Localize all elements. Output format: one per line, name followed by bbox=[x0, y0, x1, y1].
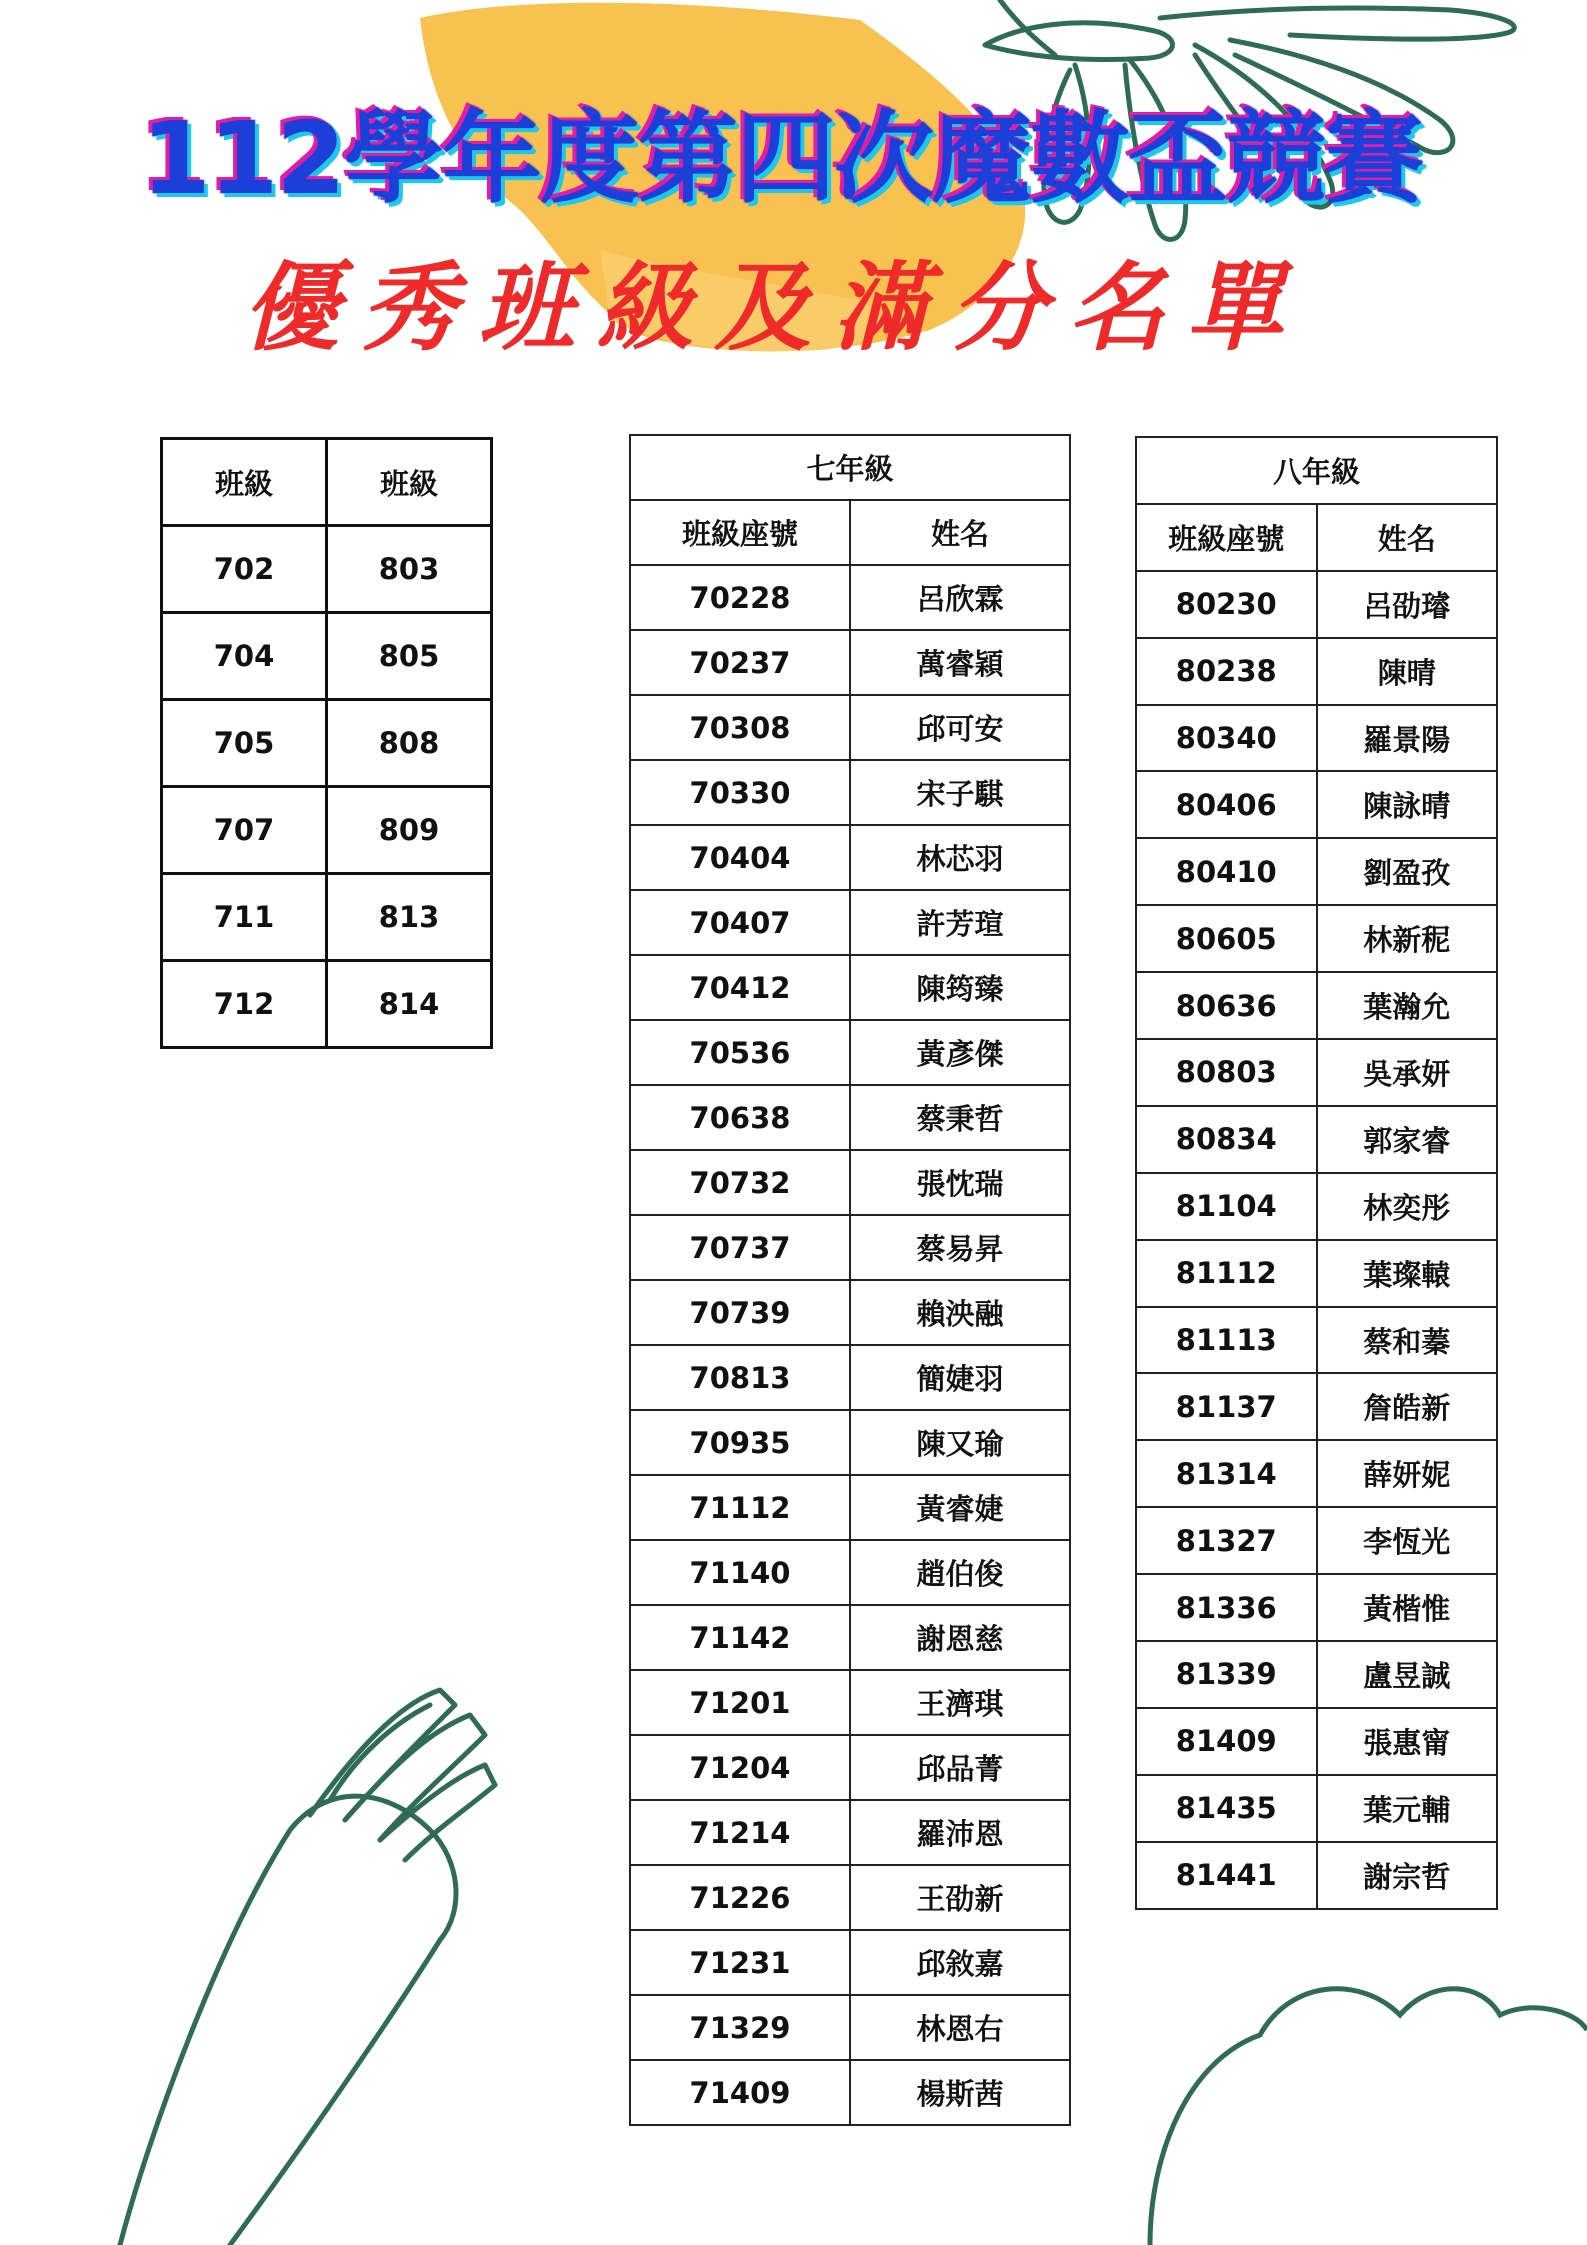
grade8-table bbox=[1135, 436, 1498, 1910]
table-cell: 712 bbox=[162, 961, 327, 1048]
table-row bbox=[630, 825, 1070, 890]
table-cell: 陳晴 bbox=[1317, 638, 1498, 705]
table-caption-row bbox=[630, 435, 1070, 500]
table-cell: 70237 bbox=[630, 630, 850, 695]
column-header: 班級座號 bbox=[630, 500, 850, 565]
table-cell: 70308 bbox=[630, 695, 850, 760]
table-cell: 宋子騏 bbox=[850, 760, 1070, 825]
table-cell: 林恩右 bbox=[850, 1995, 1070, 2060]
table-cell: 許芳瑄 bbox=[850, 890, 1070, 955]
table-cell: 郭家睿 bbox=[1317, 1106, 1498, 1173]
table-cell: 70330 bbox=[630, 760, 850, 825]
table-row bbox=[162, 526, 492, 613]
table-cell: 80834 bbox=[1136, 1106, 1317, 1173]
column-header: 姓名 bbox=[850, 500, 1070, 565]
table-cell: 簡婕羽 bbox=[850, 1345, 1070, 1410]
grade7-table bbox=[629, 434, 1071, 2126]
table-cell: 702 bbox=[162, 526, 327, 613]
table-cell: 705 bbox=[162, 700, 327, 787]
table-cell: 81441 bbox=[1136, 1842, 1317, 1909]
table-row bbox=[1136, 1641, 1497, 1708]
carrot-outline bbox=[120, 1690, 495, 2245]
table-cell: 81435 bbox=[1136, 1775, 1317, 1842]
table-cell: 81104 bbox=[1136, 1173, 1317, 1240]
column-header: 班級座號 bbox=[1136, 504, 1317, 571]
table-row bbox=[1136, 1106, 1497, 1173]
green-cloud-outline bbox=[1150, 1989, 1587, 2245]
column-header: 姓名 bbox=[1317, 504, 1498, 571]
table-cell: 陳又瑜 bbox=[850, 1410, 1070, 1475]
table-cell: 王劭新 bbox=[850, 1865, 1070, 1930]
grade7-caption: 七年級 bbox=[630, 435, 1070, 500]
table-cell: 呂劭璿 bbox=[1317, 571, 1498, 638]
table-row bbox=[630, 890, 1070, 955]
table-row bbox=[630, 1280, 1070, 1345]
table-cell: 李恆光 bbox=[1317, 1507, 1498, 1574]
table-cell: 張忱瑞 bbox=[850, 1150, 1070, 1215]
table-cell: 70412 bbox=[630, 955, 850, 1020]
table-cell: 謝恩慈 bbox=[850, 1605, 1070, 1670]
table-cell: 林奕彤 bbox=[1317, 1173, 1498, 1240]
table-cell: 71226 bbox=[630, 1865, 850, 1930]
table-row bbox=[1136, 1842, 1497, 1909]
table-row bbox=[162, 961, 492, 1048]
table-row bbox=[630, 1540, 1070, 1605]
table-cell: 趙伯俊 bbox=[850, 1540, 1070, 1605]
table-cell: 71214 bbox=[630, 1800, 850, 1865]
table-cell: 81137 bbox=[1136, 1373, 1317, 1440]
table-cell: 71140 bbox=[630, 1540, 850, 1605]
table-row bbox=[630, 1605, 1070, 1670]
table-cell: 邱可安 bbox=[850, 695, 1070, 760]
table-cell: 80230 bbox=[1136, 571, 1317, 638]
table-row bbox=[630, 760, 1070, 825]
table-row bbox=[1136, 1440, 1497, 1507]
table-row bbox=[1136, 571, 1497, 638]
table-cell: 81113 bbox=[1136, 1307, 1317, 1374]
column-header: 班級 bbox=[162, 439, 327, 526]
table-row bbox=[630, 1215, 1070, 1280]
table-cell: 楊斯茜 bbox=[850, 2060, 1070, 2125]
table-cell: 80410 bbox=[1136, 838, 1317, 905]
table-cell: 林芯羽 bbox=[850, 825, 1070, 890]
table-cell: 81336 bbox=[1136, 1574, 1317, 1641]
table-cell: 80238 bbox=[1136, 638, 1317, 705]
table-row bbox=[1136, 1574, 1497, 1641]
table-row bbox=[630, 955, 1070, 1020]
table-cell: 81327 bbox=[1136, 1507, 1317, 1574]
table-cell: 81112 bbox=[1136, 1240, 1317, 1307]
table-row bbox=[630, 1085, 1070, 1150]
table-cell: 80406 bbox=[1136, 771, 1317, 838]
table-cell: 70737 bbox=[630, 1215, 850, 1280]
table-row bbox=[1136, 1507, 1497, 1574]
table-header-row bbox=[162, 439, 492, 526]
table-row bbox=[162, 874, 492, 961]
table-row bbox=[630, 1735, 1070, 1800]
table-cell: 陳詠晴 bbox=[1317, 771, 1498, 838]
table-header-row bbox=[1136, 504, 1497, 571]
column-header: 班級 bbox=[327, 439, 492, 526]
table-cell: 葉瀚允 bbox=[1317, 972, 1498, 1039]
table-row bbox=[630, 2060, 1070, 2125]
table-cell: 王濟琪 bbox=[850, 1670, 1070, 1735]
table-row bbox=[1136, 705, 1497, 772]
table-row bbox=[630, 1410, 1070, 1475]
excellent-class-table bbox=[160, 437, 493, 1049]
table-row bbox=[630, 1150, 1070, 1215]
table-cell: 707 bbox=[162, 787, 327, 874]
table-cell: 71204 bbox=[630, 1735, 850, 1800]
table-row bbox=[1136, 1173, 1497, 1240]
table-cell: 805 bbox=[327, 613, 492, 700]
table-cell: 80605 bbox=[1136, 905, 1317, 972]
table-row bbox=[1136, 1373, 1497, 1440]
table-row bbox=[630, 1995, 1070, 2060]
table-cell: 70404 bbox=[630, 825, 850, 890]
table-cell: 81339 bbox=[1136, 1641, 1317, 1708]
table-row bbox=[1136, 1307, 1497, 1374]
table-cell: 萬睿穎 bbox=[850, 630, 1070, 695]
table-row bbox=[162, 700, 492, 787]
table-row bbox=[162, 787, 492, 874]
table-cell: 71201 bbox=[630, 1670, 850, 1735]
table-cell: 814 bbox=[327, 961, 492, 1048]
table-cell: 蔡易昇 bbox=[850, 1215, 1070, 1280]
table-cell: 黃睿婕 bbox=[850, 1475, 1070, 1540]
table-cell: 80636 bbox=[1136, 972, 1317, 1039]
table-row bbox=[630, 630, 1070, 695]
table-cell: 70813 bbox=[630, 1345, 850, 1410]
table-row bbox=[630, 1800, 1070, 1865]
table-cell: 809 bbox=[327, 787, 492, 874]
table-cell: 70638 bbox=[630, 1085, 850, 1150]
table-cell: 盧昱誠 bbox=[1317, 1641, 1498, 1708]
table-row bbox=[1136, 972, 1497, 1039]
page-title: 112學年度第四次魔數盃競賽 bbox=[141, 100, 1422, 217]
table-cell: 70536 bbox=[630, 1020, 850, 1085]
table-cell: 呂欣霖 bbox=[850, 565, 1070, 630]
table-cell: 謝宗哲 bbox=[1317, 1842, 1498, 1909]
table-cell: 黃彥傑 bbox=[850, 1020, 1070, 1085]
table-cell: 張惠甯 bbox=[1317, 1708, 1498, 1775]
table-row bbox=[1136, 838, 1497, 905]
table-cell: 70935 bbox=[630, 1410, 850, 1475]
table-header-row bbox=[630, 500, 1070, 565]
table-cell: 劉盈孜 bbox=[1317, 838, 1498, 905]
table-caption-row bbox=[1136, 437, 1497, 504]
table-row bbox=[1136, 638, 1497, 705]
table-cell: 羅沛恩 bbox=[850, 1800, 1070, 1865]
table-cell: 704 bbox=[162, 613, 327, 700]
table-cell: 70407 bbox=[630, 890, 850, 955]
table-cell: 邱品菁 bbox=[850, 1735, 1070, 1800]
table-cell: 81409 bbox=[1136, 1708, 1317, 1775]
table-cell: 蔡和蓁 bbox=[1317, 1307, 1498, 1374]
table-cell: 蔡秉哲 bbox=[850, 1085, 1070, 1150]
table-cell: 813 bbox=[327, 874, 492, 961]
table-cell: 吳承妍 bbox=[1317, 1039, 1498, 1106]
table-row bbox=[1136, 1039, 1497, 1106]
table-cell: 賴泱融 bbox=[850, 1280, 1070, 1345]
table-cell: 81314 bbox=[1136, 1440, 1317, 1507]
table-cell: 71409 bbox=[630, 2060, 850, 2125]
grade8-caption: 八年級 bbox=[1136, 437, 1497, 504]
table-cell: 71142 bbox=[630, 1605, 850, 1670]
table-cell: 80340 bbox=[1136, 705, 1317, 772]
table-cell: 71112 bbox=[630, 1475, 850, 1540]
table-cell: 711 bbox=[162, 874, 327, 961]
table-cell: 林新秜 bbox=[1317, 905, 1498, 972]
table-row bbox=[1136, 1775, 1497, 1842]
table-cell: 70732 bbox=[630, 1150, 850, 1215]
table-row bbox=[630, 1345, 1070, 1410]
table-cell: 70739 bbox=[630, 1280, 850, 1345]
table-cell: 80803 bbox=[1136, 1039, 1317, 1106]
table-row bbox=[630, 565, 1070, 630]
table-cell: 71329 bbox=[630, 1995, 850, 2060]
table-cell: 陳筠臻 bbox=[850, 955, 1070, 1020]
table-cell: 羅景陽 bbox=[1317, 705, 1498, 772]
table-cell: 葉璨轅 bbox=[1317, 1240, 1498, 1307]
table-row bbox=[1136, 1708, 1497, 1775]
table-row bbox=[1136, 771, 1497, 838]
table-cell: 70228 bbox=[630, 565, 850, 630]
table-row bbox=[630, 1930, 1070, 1995]
table-cell: 803 bbox=[327, 526, 492, 613]
table-cell: 薛妍妮 bbox=[1317, 1440, 1498, 1507]
table-cell: 葉元輔 bbox=[1317, 1775, 1498, 1842]
table-cell: 808 bbox=[327, 700, 492, 787]
page-subtitle: 優秀班級及滿分名單 bbox=[242, 251, 1305, 364]
table-row bbox=[630, 1865, 1070, 1930]
table-cell: 71231 bbox=[630, 1930, 850, 1995]
table-row bbox=[630, 695, 1070, 760]
table-row bbox=[162, 613, 492, 700]
table-cell: 邱敘嘉 bbox=[850, 1930, 1070, 1995]
table-row bbox=[630, 1020, 1070, 1085]
table-row bbox=[1136, 1240, 1497, 1307]
table-row bbox=[630, 1670, 1070, 1735]
table-row bbox=[1136, 905, 1497, 972]
table-cell: 詹皓新 bbox=[1317, 1373, 1498, 1440]
table-cell: 黃楷惟 bbox=[1317, 1574, 1498, 1641]
table-row bbox=[630, 1475, 1070, 1540]
